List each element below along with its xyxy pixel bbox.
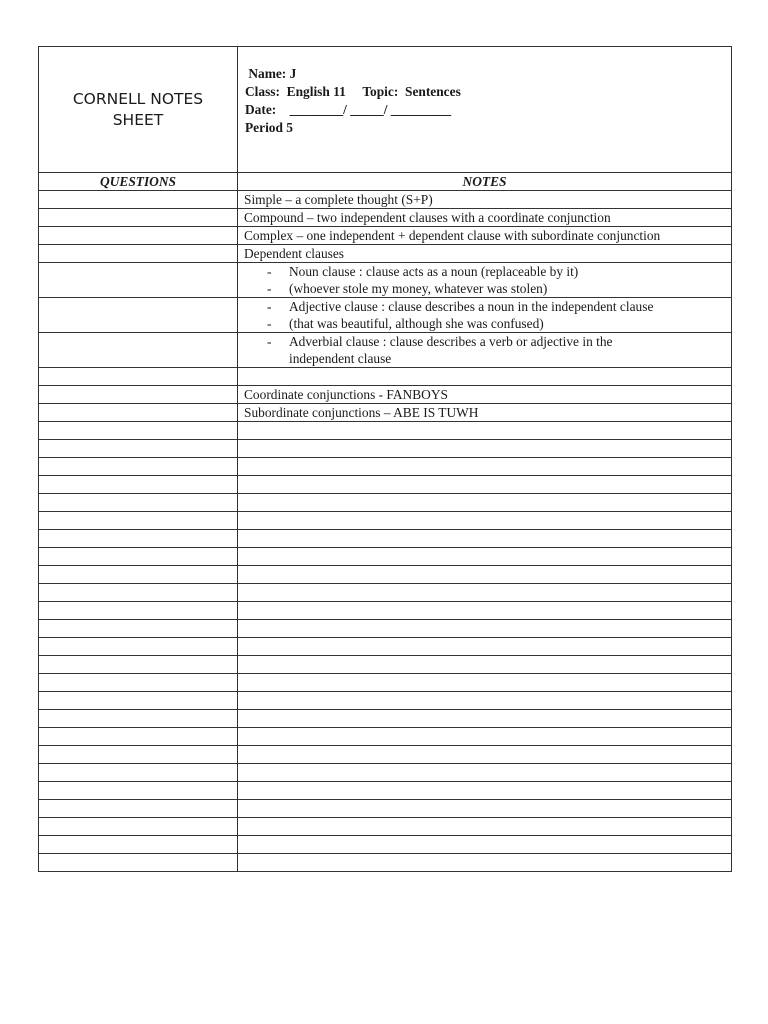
note-cell (238, 602, 732, 620)
note-cell (238, 440, 732, 458)
note-noun-clause (238, 263, 732, 298)
note-cell (238, 764, 732, 782)
bullet-item (244, 315, 731, 332)
table-row (39, 263, 732, 298)
dash-marker: - (267, 334, 272, 349)
student-info (238, 47, 732, 173)
question-cell (39, 674, 238, 692)
note-cell (238, 476, 732, 494)
question-cell (39, 263, 238, 298)
bullet-text: Noun clause : clause acts as a noun (replaceable by it) (289, 264, 579, 279)
note-cell (238, 656, 732, 674)
blank-rows (39, 422, 732, 872)
question-cell (39, 620, 238, 638)
note-cell (238, 710, 732, 728)
table-row (39, 638, 732, 656)
note-simple: Simple – a complete thought (S+P) (238, 191, 732, 209)
question-cell (39, 764, 238, 782)
note-cell (238, 458, 732, 476)
table-row (39, 333, 732, 368)
notes-header: NOTES (238, 173, 732, 191)
table-row (39, 440, 732, 458)
table-row (39, 368, 732, 386)
question-cell (39, 333, 238, 368)
question-cell (39, 368, 238, 386)
question-cell (39, 854, 238, 872)
question-cell (39, 584, 238, 602)
table-row (39, 422, 732, 440)
question-cell (39, 440, 238, 458)
table-row (39, 782, 732, 800)
header-row (39, 47, 732, 173)
dash-marker: - (267, 316, 272, 331)
question-cell (39, 298, 238, 333)
table-row (39, 298, 732, 333)
note-cell (238, 854, 732, 872)
note-cell (238, 530, 732, 548)
sheet-title (39, 47, 238, 173)
question-cell (39, 191, 238, 209)
table-row (39, 386, 732, 404)
question-cell (39, 638, 238, 656)
table-row (39, 674, 732, 692)
column-header-row (39, 173, 732, 191)
note-adjective-clause (238, 298, 732, 333)
table-row (39, 710, 732, 728)
question-cell (39, 548, 238, 566)
period-line: Period 5 (245, 120, 293, 135)
table-row (39, 800, 732, 818)
question-cell (39, 530, 238, 548)
table-row (39, 548, 732, 566)
table-row (39, 620, 732, 638)
note-cell (238, 368, 732, 386)
notes-table (38, 46, 732, 872)
question-cell (39, 566, 238, 584)
note-cell (238, 836, 732, 854)
question-cell (39, 209, 238, 227)
question-cell (39, 227, 238, 245)
bullet-item (244, 333, 731, 350)
note-complex: Complex – one independent + dependent clause with subordinate conjunction (238, 227, 732, 245)
table-row (39, 602, 732, 620)
question-cell (39, 494, 238, 512)
question-cell (39, 512, 238, 530)
note-dependent: Dependent clauses (238, 245, 732, 263)
question-cell (39, 728, 238, 746)
question-cell (39, 800, 238, 818)
note-adverbial-clause (238, 333, 732, 368)
bullet-text: (whoever stole my money, whatever was stolen) (289, 281, 548, 296)
note-cell (238, 422, 732, 440)
bullet-item (244, 263, 731, 280)
table-row (39, 530, 732, 548)
note-cell (238, 818, 732, 836)
question-cell (39, 404, 238, 422)
table-row (39, 764, 732, 782)
note-cell (238, 584, 732, 602)
table-row (39, 191, 732, 209)
question-cell (39, 836, 238, 854)
questions-header: QUESTIONS (39, 173, 238, 191)
note-coordinate: Coordinate conjunctions - FANBOYS (238, 386, 732, 404)
table-row (39, 227, 732, 245)
question-cell (39, 782, 238, 800)
bullet-text: independent clause (289, 351, 392, 366)
table-row (39, 728, 732, 746)
note-subordinate: Subordinate conjunctions – ABE IS TUWH (238, 404, 732, 422)
table-row (39, 209, 732, 227)
question-cell (39, 422, 238, 440)
question-cell (39, 476, 238, 494)
bullet-item (244, 298, 731, 315)
question-cell (39, 692, 238, 710)
table-row (39, 854, 732, 872)
note-cell (238, 800, 732, 818)
cornell-notes-sheet (38, 46, 731, 872)
dash-marker: - (267, 299, 272, 314)
note-cell (238, 728, 732, 746)
note-compound: Compound – two independent clauses with a coordinate conjunction (238, 209, 732, 227)
question-cell (39, 602, 238, 620)
note-cell (238, 674, 732, 692)
sheet-title-line2: SHEET (112, 110, 164, 129)
table-row (39, 836, 732, 854)
date-line: Date: ________/ _____/ _________ (245, 102, 452, 117)
question-cell (39, 245, 238, 263)
question-cell (39, 656, 238, 674)
question-cell (39, 746, 238, 764)
name-line: Name: J (245, 66, 297, 81)
question-cell (39, 386, 238, 404)
note-cell (238, 782, 732, 800)
table-row (39, 476, 732, 494)
table-row (39, 692, 732, 710)
bullet-item (244, 350, 731, 367)
note-cell (238, 692, 732, 710)
table-row (39, 245, 732, 263)
dash-marker: - (267, 264, 272, 279)
question-cell (39, 458, 238, 476)
note-cell (238, 512, 732, 530)
note-cell (238, 746, 732, 764)
note-cell (238, 566, 732, 584)
note-cell (238, 638, 732, 656)
question-cell (39, 818, 238, 836)
note-cell (238, 548, 732, 566)
bullet-text: Adjective clause : clause describes a noun in the independent clause (289, 299, 654, 314)
question-cell (39, 710, 238, 728)
table-row (39, 566, 732, 584)
table-row (39, 818, 732, 836)
table-row (39, 494, 732, 512)
sheet-title-line1: CORNELL NOTES (72, 89, 204, 108)
bullet-text: (that was beautiful, although she was confused) (289, 316, 544, 331)
table-row (39, 458, 732, 476)
bullet-text: Adverbial clause : clause describes a verb or adjective in the (289, 334, 613, 349)
table-row (39, 656, 732, 674)
table-row (39, 512, 732, 530)
bullet-item (244, 280, 731, 297)
note-cell (238, 620, 732, 638)
table-row (39, 584, 732, 602)
table-row (39, 404, 732, 422)
class-topic-line: Class: English 11 Topic: Sentences (245, 84, 461, 99)
table-row (39, 746, 732, 764)
note-cell (238, 494, 732, 512)
dash-marker: - (267, 281, 272, 296)
